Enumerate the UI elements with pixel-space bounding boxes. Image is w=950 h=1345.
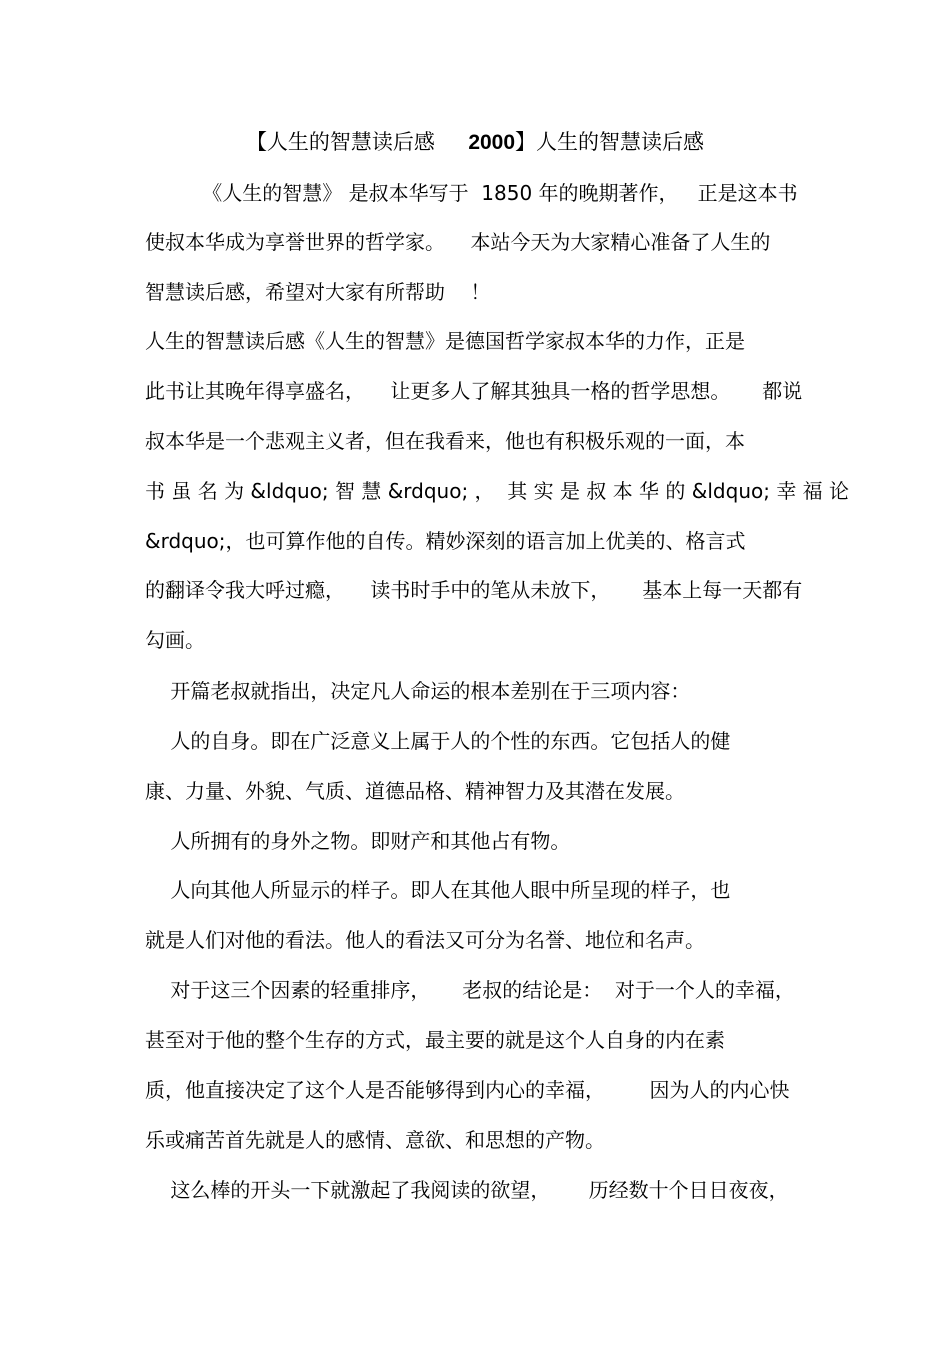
paragraph-line: 《人生的智慧》 是叔本华写于 1850 年的晚期著作， 正是这本书 bbox=[145, 181, 798, 205]
paragraph-line: 人的自身。即在广泛意义上属于人的个性的东西。它包括人的健 bbox=[145, 729, 731, 753]
paragraph-line: 乐或痛苦首先就是人的感情、意欲、和思想的产物。 bbox=[145, 1128, 605, 1152]
paragraph-line: 智慧读后感，希望对大家有所帮助 ！ bbox=[145, 280, 491, 304]
document-title bbox=[0, 122, 950, 163]
paragraph-line: 书 虽 名 为 &ldquo; 智 慧 &rdquo; ， 其 实 是 叔 本 华 的 &ldquo; 幸 福 论 bbox=[145, 479, 850, 503]
paragraph-line: 的翻译令我大呼过瘾， 读书时手中的笔从未放下， 基本上每一天都有 bbox=[145, 578, 803, 602]
paragraph-line: 勾画。 bbox=[145, 628, 205, 652]
paragraph-line: 甚至对于他的整个生存的方式，最主要的就是这个人自身的内在素 bbox=[145, 1028, 725, 1052]
paragraph-line: 康、力量、外貌、气质、道德品格、精神智力及其潜在发展。 bbox=[145, 779, 685, 803]
paragraph-line: 人向其他人所显示的样子。即人在其他人眼中所呈现的样子，也 bbox=[145, 878, 731, 902]
paragraph-line: &rdquo;，也可算作他的自传。精妙深刻的语言加上优美的、格言式 bbox=[145, 529, 746, 553]
paragraph-line: 就是人们对他的看法。他人的看法又可分为名誉、地位和名声。 bbox=[145, 928, 705, 952]
paragraph-line: 质，他直接决定了这个人是否能够得到内心的幸福， 因为人的内心快 bbox=[145, 1078, 790, 1102]
paragraph-line: 这么棒的开头一下就激起了我阅读的欲望， 历经数十个日日夜夜， bbox=[145, 1178, 789, 1202]
title-suffix: 】人生的智慧读后感 bbox=[515, 130, 705, 154]
paragraph-line: 使叔本华成为享誉世界的哲学家。 本站今天为大家精心准备了人生的 bbox=[145, 230, 771, 254]
paragraph-line: 人生的智慧读后感《人生的智慧》是德国哲学家叔本华的力作，正是 bbox=[145, 329, 745, 353]
paragraph-line: 此书让其晚年得享盛名， 让更多人了解其独具一格的哲学思想。 都说 bbox=[145, 379, 803, 403]
paragraph-line: 人所拥有的身外之物。即财产和其他占有物。 bbox=[145, 829, 571, 853]
paragraph-line: 叔本华是一个悲观主义者，但在我看来，他也有积极乐观的一面，本 bbox=[145, 429, 745, 453]
title-number: 2000 bbox=[468, 131, 516, 154]
paragraph-line: 对于这三个因素的轻重排序， 老叔的结论是： 对于一个人的幸福， bbox=[145, 978, 795, 1002]
title-prefix: 【人生的智慧读后感 bbox=[245, 130, 469, 154]
paragraph-line: 开篇老叔就指出，决定凡人命运的根本差别在于三项内容： bbox=[145, 679, 691, 703]
